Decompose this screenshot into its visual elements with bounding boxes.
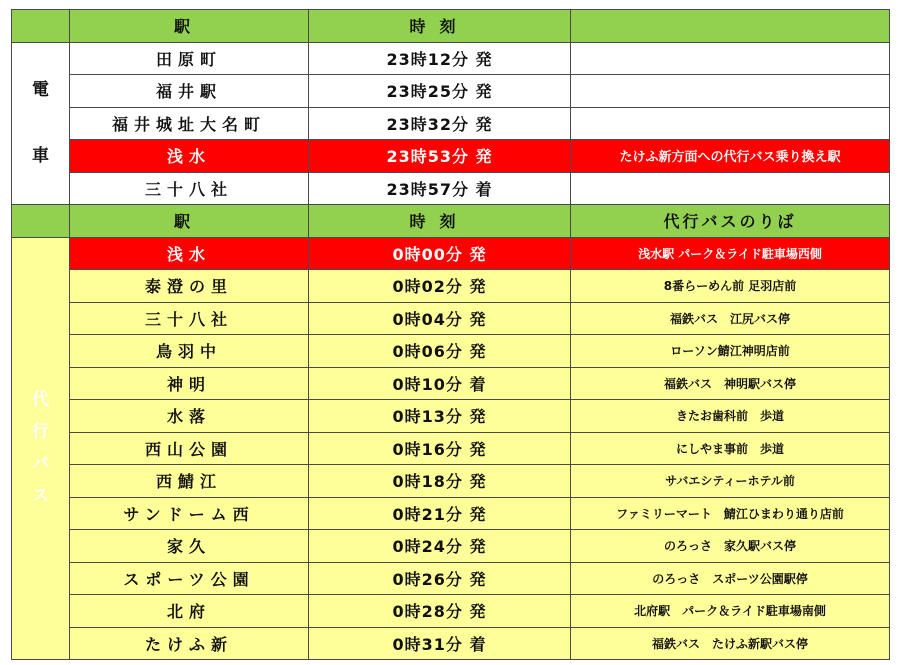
train-group-char: 電 <box>32 80 49 101</box>
time-value: 23時12分 発 <box>309 42 571 75</box>
time-value: 0時18分 発 <box>309 465 571 498</box>
note-text <box>571 75 890 108</box>
time-value: 0時04分 発 <box>309 302 571 335</box>
bus-row <box>12 302 890 335</box>
station-name: 三十八社 <box>70 172 309 205</box>
station-name: 西鯖江 <box>70 465 309 498</box>
bus-group-char: ス <box>32 486 49 507</box>
stop-location: ローソン鯖江神明店前 <box>571 335 890 368</box>
header-station: 駅 <box>70 10 309 43</box>
bus-row <box>12 335 890 368</box>
station-name: サンドーム西 <box>70 497 309 530</box>
station-name: 浅水 <box>70 140 309 173</box>
station-name: 鳥羽中 <box>70 335 309 368</box>
stop-location: 8番らーめん前 足羽店前 <box>571 270 890 303</box>
station-name: 水落 <box>70 400 309 433</box>
header-station: 駅 <box>70 205 309 238</box>
station-name: 家久 <box>70 530 309 563</box>
stop-location: 福鉄バス たけふ新駅バス停 <box>571 627 890 660</box>
station-name: たけふ新 <box>70 627 309 660</box>
station-name: 福井城址大名町 <box>70 107 309 140</box>
train-group-label <box>12 42 70 205</box>
stop-location: 浅水駅 パーク＆ライド駐車場西側 <box>571 237 890 270</box>
station-name: 泰澄の里 <box>70 270 309 303</box>
time-value: 0時24分 発 <box>309 530 571 563</box>
stop-location: ファミリーマート 鯖江ひまわり通り店前 <box>571 497 890 530</box>
bus-row <box>12 400 890 433</box>
note-text <box>571 42 890 75</box>
train-row <box>12 42 890 75</box>
time-value: 0時02分 発 <box>309 270 571 303</box>
station-name: スポーツ公園 <box>70 562 309 595</box>
time-value: 0時00分 発 <box>309 237 571 270</box>
bus-row <box>12 497 890 530</box>
note-text <box>571 172 890 205</box>
bus-group-char: バ <box>32 454 49 475</box>
bus-row <box>12 270 890 303</box>
station-name: 浅水 <box>70 237 309 270</box>
stop-location: サバエシティーホテル前 <box>571 465 890 498</box>
station-name: 北府 <box>70 595 309 628</box>
header-group-blank <box>12 205 70 238</box>
header-time: 時刻 <box>309 10 571 43</box>
stop-location: 福鉄バス 江尻バス停 <box>571 302 890 335</box>
header-note <box>571 10 890 43</box>
time-value: 0時31分 着 <box>309 627 571 660</box>
stop-location: のろっさ 家久駅バス停 <box>571 530 890 563</box>
train-group-char: 車 <box>32 146 49 167</box>
time-value: 23時53分 発 <box>309 140 571 173</box>
train-group-spacer <box>12 106 69 140</box>
time-value: 0時13分 発 <box>309 400 571 433</box>
stop-location: きたお歯科前 歩道 <box>571 400 890 433</box>
time-value: 0時06分 発 <box>309 335 571 368</box>
note-text <box>571 107 890 140</box>
time-value: 0時28分 発 <box>309 595 571 628</box>
bus-row <box>12 465 890 498</box>
bus-row <box>12 595 890 628</box>
station-name: 三十八社 <box>70 302 309 335</box>
bus-row <box>12 367 890 400</box>
time-value: 23時25分 発 <box>309 75 571 108</box>
time-value: 0時21分 発 <box>309 497 571 530</box>
bus-row <box>12 432 890 465</box>
bus-group-char: 代 <box>32 390 49 411</box>
stop-location: のろっさ スポーツ公園駅停 <box>571 562 890 595</box>
header-row-train <box>12 10 890 43</box>
bus-row <box>12 627 890 660</box>
time-value: 23時57分 着 <box>309 172 571 205</box>
time-value: 23時32分 発 <box>309 107 571 140</box>
bus-row <box>12 530 890 563</box>
bus-row-start <box>12 237 890 270</box>
train-row-transfer <box>12 140 890 173</box>
train-row <box>12 172 890 205</box>
time-value: 0時16分 発 <box>309 432 571 465</box>
stop-location: 北府駅 パーク＆ライド駐車場南側 <box>571 595 890 628</box>
note-text: たけふ新方面への代行バス乗り換え駅 <box>571 140 890 173</box>
bus-group-char: 行 <box>32 422 49 443</box>
station-name: 神明 <box>70 367 309 400</box>
stop-location: にしやま事前 歩道 <box>571 432 890 465</box>
time-value: 0時10分 着 <box>309 367 571 400</box>
station-name: 西山公園 <box>70 432 309 465</box>
header-group-blank <box>12 10 70 43</box>
header-time: 時刻 <box>309 205 571 238</box>
bus-row <box>12 562 890 595</box>
train-row <box>12 107 890 140</box>
header-row-bus <box>12 205 890 238</box>
station-name: 福井駅 <box>70 75 309 108</box>
header-note: 代行バスのりば <box>571 205 890 238</box>
station-name: 田原町 <box>70 42 309 75</box>
train-row <box>12 75 890 108</box>
stop-location: 福鉄バス 神明駅バス停 <box>571 367 890 400</box>
bus-group-label <box>12 237 70 660</box>
time-value: 0時26分 発 <box>309 562 571 595</box>
timetable <box>11 9 890 660</box>
